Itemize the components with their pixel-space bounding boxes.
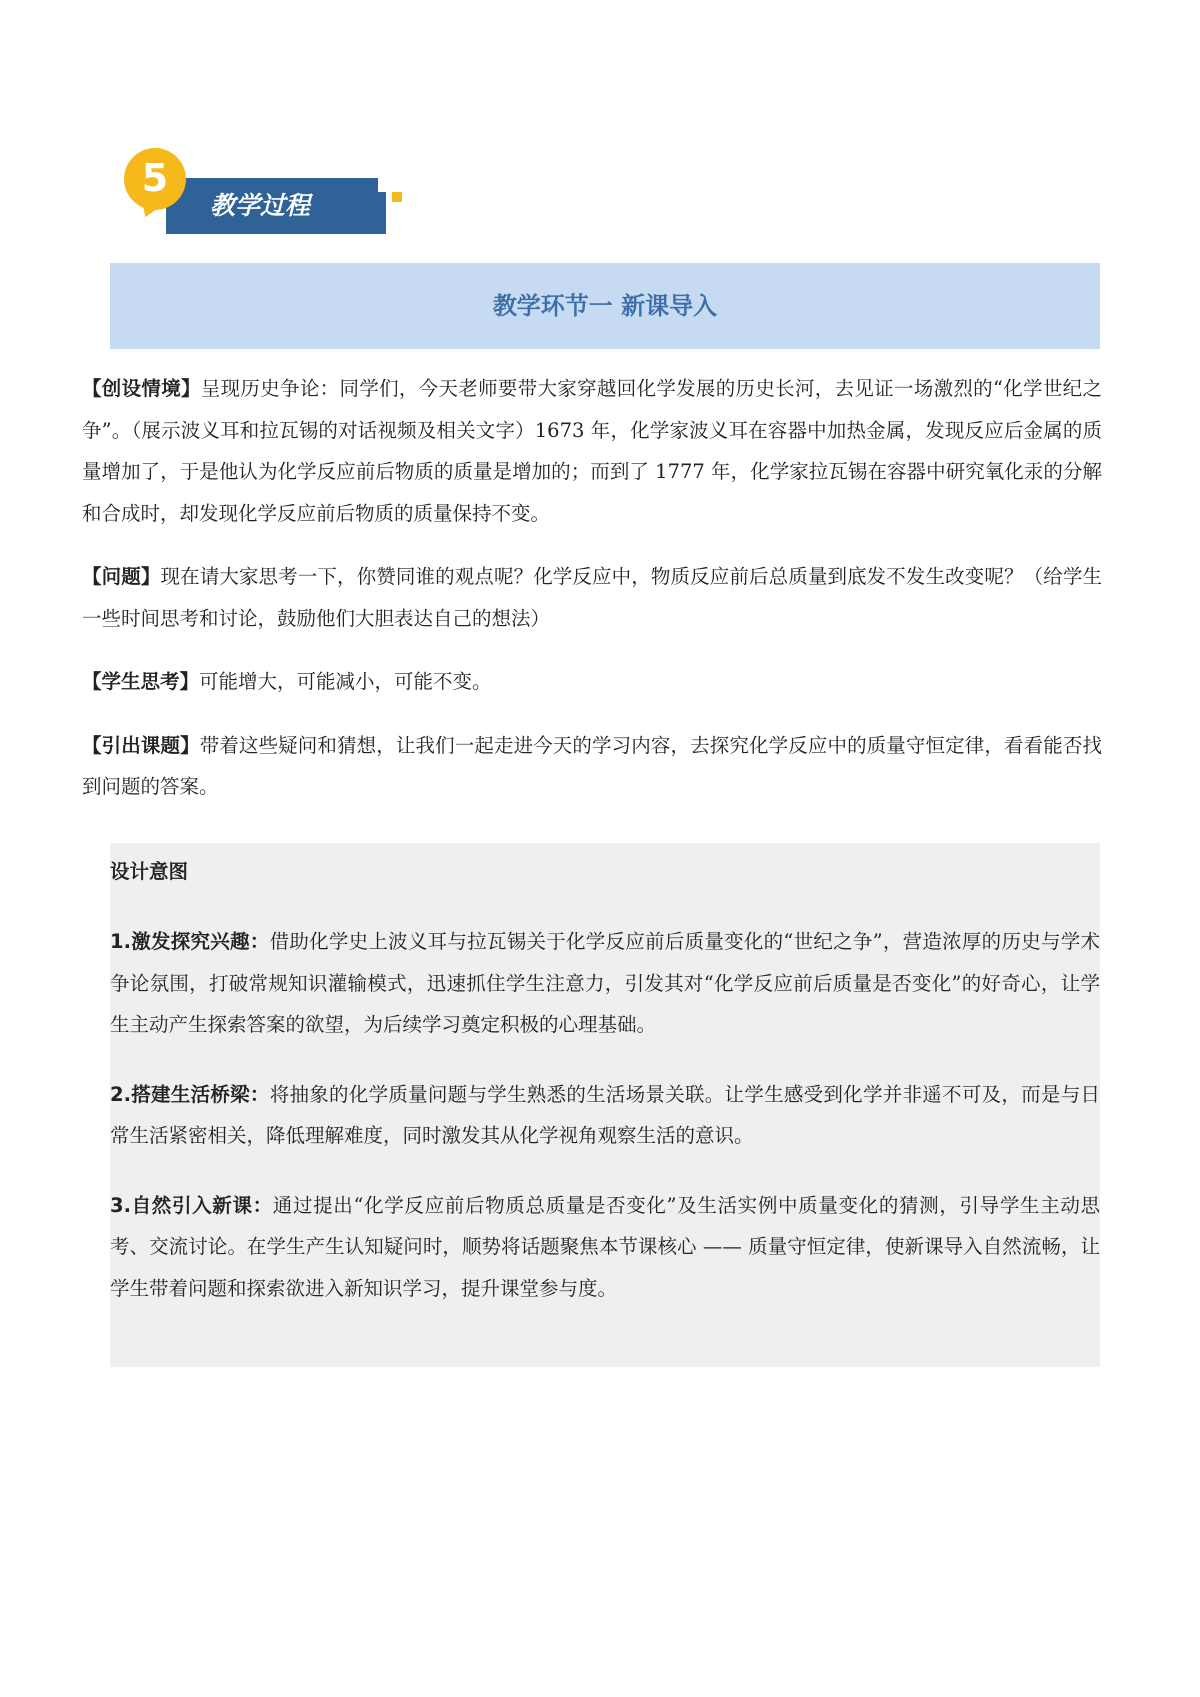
design-intent-label: 2.搭建生活桥梁： — [110, 1082, 270, 1106]
design-intent-label: 1.激发探究兴趣： — [110, 930, 270, 953]
paragraph-text: 呈现历史争论：同学们，今天老师要带大家穿越回化学发展的历史长河，去见证一场激烈的“化学世纪之争”。（展示波义耳和拉瓦锡的对话视频及相关文字）1673 年，化学家波义耳在容器中加热金属，发现反应后金属的质量增加了，于是他认为化学反应前后物质的质量是增加的；而到了 1777 年，化学家拉瓦锡在容器中研究氧化汞的分解和合成时，却发现化学反应前后物质的质量保持不变。 — [82, 377, 1102, 525]
section-header — [124, 148, 414, 248]
paragraph-scenario — [82, 368, 1102, 534]
design-intent-text: 借助化学史上波义耳与拉瓦锡关于化学反应前后质量变化的“世纪之争”，营造浓厚的历史与学术争论氛围，打破常规知识灌输模式，迅速抓住学生注意力，引发其对“化学反应前后质量是否变化”的好奇心，让学生主动产生探索答案的欲望，为后续学习奠定积极的心理基础。 — [110, 930, 1100, 1036]
paragraph-student-thinking — [82, 661, 1102, 703]
design-intent-text: 将抽象的化学质量问题与学生熟悉的生活场景关联。让学生感受到化学并非遥不可及，而是与日常生活紧密相关，降低理解难度，同时激发其从化学视角观察生活的意识。 — [110, 1082, 1100, 1147]
design-intent-box — [110, 843, 1100, 1367]
paragraph-label: 【引出课题】 — [82, 733, 200, 757]
decorative-square — [392, 192, 402, 202]
section-title: 教学过程 — [166, 178, 378, 234]
paragraph-text: 可能增大，可能减小，可能不变。 — [199, 670, 492, 693]
paragraph-question — [82, 556, 1102, 639]
paragraph-introduce-topic — [82, 725, 1102, 808]
design-intent-item — [110, 1074, 1100, 1157]
design-intent-label: 3.自然引入新课： — [110, 1193, 273, 1217]
design-intent-item — [110, 921, 1100, 1046]
section-number-badge: 5 — [124, 148, 186, 210]
paragraph-text: 现在请大家思考一下，你赞同谁的观点呢？化学反应中，物质反应前后总质量到底发不发生改变呢？（给学生一些时间思考和讨论，鼓励他们大胆表达自己的想法） — [82, 565, 1102, 630]
design-intent-title: 设计意图 — [110, 860, 189, 883]
design-intent-item — [110, 1185, 1100, 1310]
lesson-content — [82, 368, 1102, 830]
paragraph-label: 【创设情境】 — [82, 377, 201, 400]
design-intent-text: 通过提出“化学反应前后物质总质量是否变化”及生活实例中质量变化的猜测，引导学生主动思考、交流讨论。在学生产生认知疑问时，顺势将话题聚焦本节课核心 —— 质量守恒定律，使新课导入自然流畅，让学生带着问题和探索欲进入新知识学习，提升课堂参与度。 — [110, 1193, 1100, 1300]
paragraph-label: 【问题】 — [82, 565, 161, 588]
paragraph-label: 【学生思考】 — [82, 670, 200, 693]
paragraph-text: 带着这些疑问和猜想，让我们一起走进今天的学习内容，去探究化学反应中的质量守恒定律，看看能否找到问题的答案。 — [82, 733, 1102, 798]
stage-title-banner: 教学环节一 新课导入 — [110, 263, 1100, 349]
